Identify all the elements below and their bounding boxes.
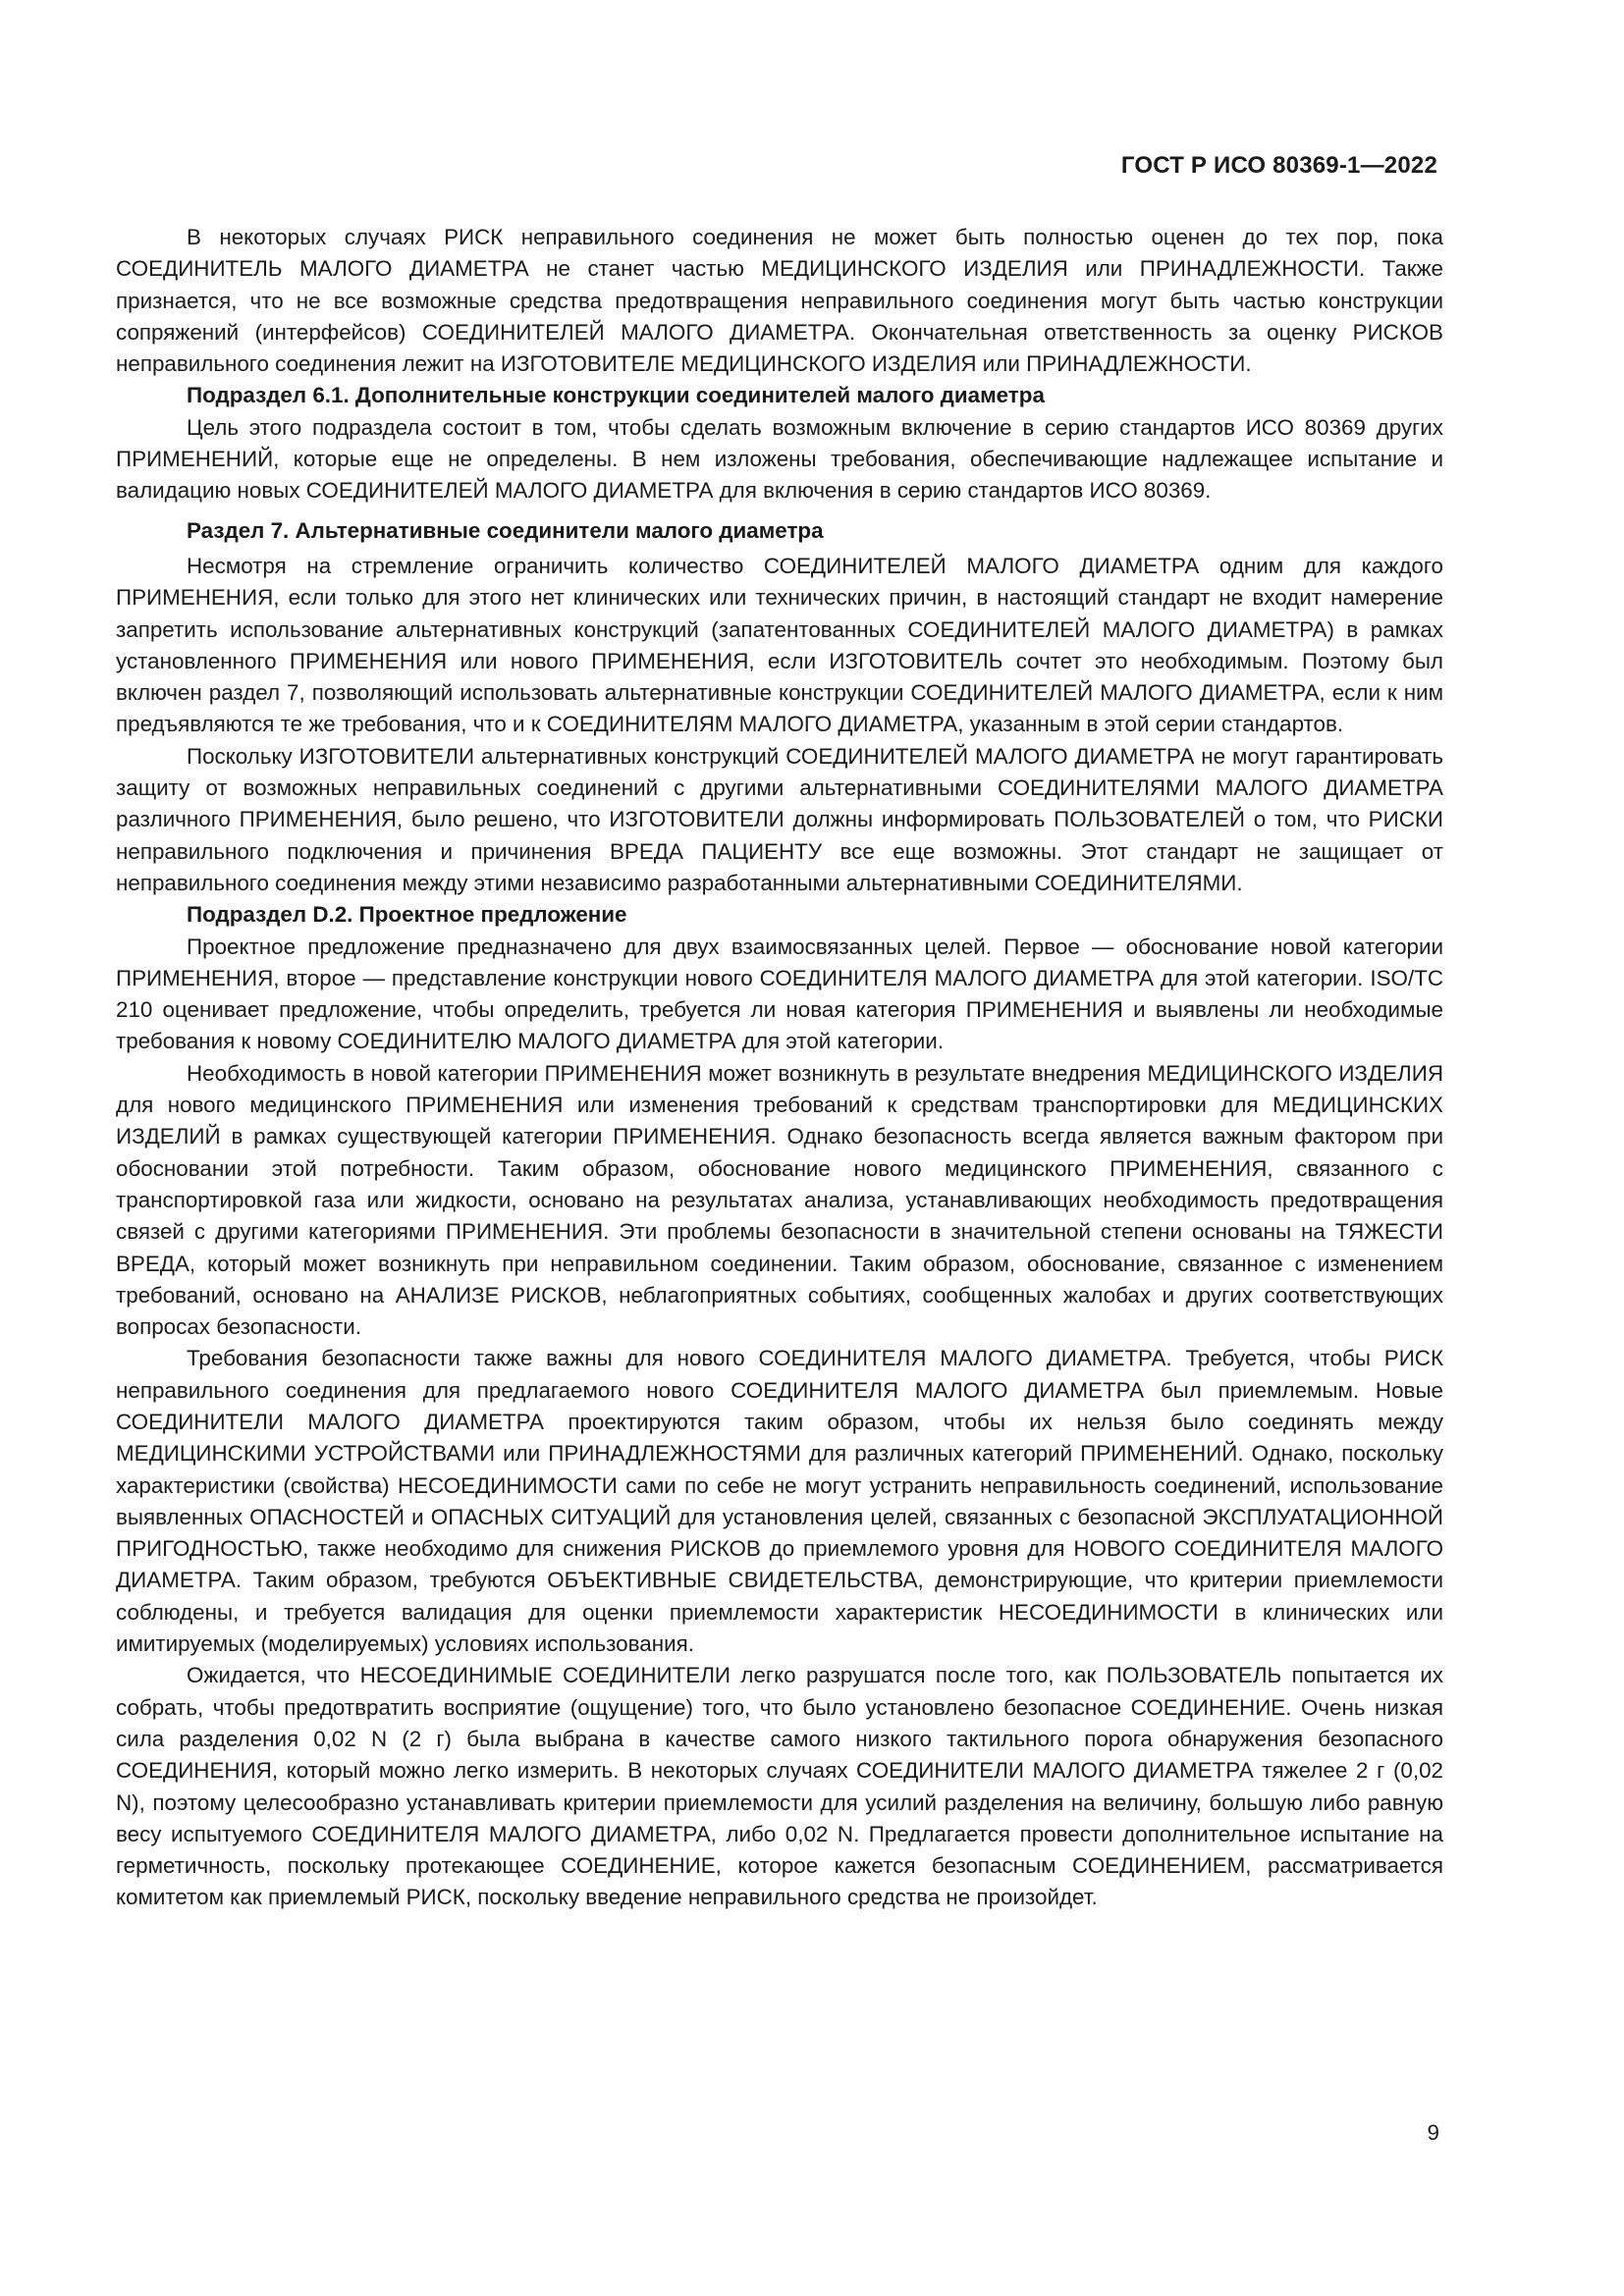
section-heading: Подраздел 6.1. Дополнительные конструкции соединителей малого диаметра	[187, 383, 1045, 408]
body-paragraph: В некоторых случаях РИСК неправильного соединения не может быть полностью оценен до тех пор, пока СОЕДИНИТЕЛЬ МАЛОГО ДИАМЕТРА не станет частью МЕДИЦИНСКОГО ИЗДЕЛИЯ или ПРИНАДЛЕЖНОСТИ. Также признается, что не все возможные средства предотвращения неправильного соединения могут быть частью конструкции сопряжений (интерфейсов) СОЕДИНИТЕЛЕЙ МАЛОГО ДИАМЕТРА. Окончательная ответственность за оценку РИСКОВ неправильного соединения лежит на ИЗГОТОВИТЕЛЕ МЕДИЦИНСКОГО ИЗДЕЛИЯ или ПРИНАДЛЕЖНОСТИ.	[116, 225, 1443, 377]
body-paragraph: Необходимость в новой категории ПРИМЕНЕНИЯ может возникнуть в результате внедрения МЕДИЦИНСКОГО ИЗДЕЛИЯ для нового медицинского ПРИМЕНЕНИЯ или изменения требований к средствам транспортировки для МЕДИЦИНСКИХ ИЗДЕЛИЙ в рамках существующей категории ПРИМЕНЕНИЯ. Однако безопасность всегда является важным фактором при обосновании этой потребности. Таким образом, обоснование нового медицинского ПРИМЕНЕНИЯ, связанного с транспортировкой газа или жидкости, основано на результатах анализа, устанавливающих необходимость предотвращения связей с другими категориями ПРИМЕНЕНИЯ. Эти проблемы безопасности в значительной степени основаны на ТЯЖЕСТИ ВРЕДА, который может возникнуть при неправильном соединении. Таким образом, обоснование, связанное с изменением требований, основано на АНАЛИЗЕ РИСКОВ, неблагоприятных событиях, сообщенных жалобах и других соответствующих вопросах безопасности.	[116, 1060, 1443, 1340]
body-paragraph: Цель этого подраздела состоит в том, чтобы сделать возможным включение в серию стандартов ИСО 80369 других ПРИМЕНЕНИЙ, которые еще не определены. В нем изложены требования, обеспечивающие надлежащее испытание и валидацию новых СОЕДИНИТЕЛЕЙ МАЛОГО ДИАМЕТРА для включения в серию стандартов ИСО 80369.	[116, 414, 1443, 504]
document-standard-code: ГОСТ Р ИСО 80369-1—2022	[1120, 152, 1437, 179]
document-body	[116, 222, 1443, 1914]
body-paragraph: Требования безопасности также важны для нового СОЕДИНИТЕЛЯ МАЛОГО ДИАМЕТРА. Требуется, чтобы РИСК неправильного соединения для предлагаемого нового СОЕДИНИТЕЛЯ МАЛОГО ДИАМЕТРА был приемлемым. Новые СОЕДИНИТЕЛИ МАЛОГО ДИАМЕТРА проектируются таким образом, чтобы их нельзя было соединять между МЕДИЦИНСКИМИ УСТРОЙСТВАМИ или ПРИНАДЛЕЖНОСТЯМИ для различных категорий ПРИМЕНЕНИЙ. Однако, поскольку характеристики (свойства) НЕСОЕДИНИМОСТИ сами по себе не могут устранить неправильность соединений, использование выявленных ОПАСНОСТЕЙ и ОПАСНЫХ СИТУАЦИЙ для установления целей, связанных с безопасной ЭКСПЛУАТАЦИОННОЙ ПРИГОДНОСТЬЮ, также необходимо для снижения РИСКОВ до приемлемого уровня для НОВОГО СОЕДИНИТЕЛЯ МАЛОГО ДИАМЕТРА. Таким образом, требуются ОБЪЕКТИВНЫЕ СВИДЕТЕЛЬСТВА, демонстрирующие, что критерии приемлемости соблюдены, и требуется валидация для оценки приемлемости характеристик НЕСОЕДИНИМОСТИ в клинических или имитируемых (моделируемых) условиях использования.	[116, 1346, 1443, 1657]
section-heading: Раздел 7. Альтернативные соединители малого диаметра	[187, 517, 824, 543]
body-paragraph: Проектное предложение предназначено для двух взаимосвязанных целей. Первое — обоснование новой категории ПРИМЕНЕНИЯ, второе — представление конструкции нового СОЕДИНИТЕЛЯ МАЛОГО ДИАМЕТРА для этой категории. ISO/TC 210 оценивает предложение, чтобы определить, требуется ли новая категория ПРИМЕНЕНИЯ и выявлены ли необходимые требования к новому СОЕДИНИТЕЛЮ МАЛОГО ДИАМЕТРА для этой категории.	[116, 934, 1443, 1054]
body-paragraph: Поскольку ИЗГОТОВИТЕЛИ альтернативных конструкций СОЕДИНИТЕЛЕЙ МАЛОГО ДИАМЕТРА не могут гарантировать защиту от возможных неправильных соединений с другими альтернативными СОЕДИНИТЕЛЯМИ МАЛОГО ДИАМЕТРА различного ПРИМЕНЕНИЯ, было решено, что ИЗГОТОВИТЕЛИ должны информировать ПОЛЬЗОВАТЕЛЕЙ о том, что РИСКИ неправильного подключения и причинения ВРЕДА ПАЦИЕНТУ все еще возможны. Этот стандарт не защищает от неправильного соединения между этими независимо разработанными альтернативными СОЕДИНИТЕЛЯМИ.	[116, 743, 1443, 895]
body-paragraph: Ожидается, что НЕСОЕДИНИМЫЕ СОЕДИНИТЕЛИ легко разрушатся после того, как ПОЛЬЗОВАТЕЛЬ попытается их собрать, чтобы предотвратить восприятие (ощущение) того, что было установлено безопасное СОЕДИНЕНИЕ. Очень низкая сила разделения 0,02 N (2 г) была выбрана в качестве самого низкого тактильного порога обнаружения безопасного СОЕДИНЕНИЯ, который можно легко измерить. В некоторых случаях СОЕДИНИТЕЛИ МАЛОГО ДИАМЕТРА тяжелее 2 г (0,02 N), поэтому целесообразно устанавливать критерии приемлемости для усилий разделения на величину, большую либо равную весу испытуемого СОЕДИНИТЕЛЯ МАЛОГО ДИАМЕТРА, либо 0,02 N. Предлагается провести дополнительное испытание на герметичность, поскольку протекающее СОЕДИНЕНИЕ, которое кажется безопасным СОЕДИНЕНИЕМ, рассматривается комитетом как приемлемый РИСК, поскольку введение неправильного средства не произойдет.	[116, 1663, 1443, 1910]
section-heading: Подраздел D.2. Проектное предложение	[187, 902, 627, 928]
body-paragraph: Несмотря на стремление ограничить количество СОЕДИНИТЕЛЕЙ МАЛОГО ДИАМЕТРА одним для каждого ПРИМЕНЕНИЯ, если только для этого нет клинических или технических причин, в настоящий стандарт не входит намерение запретить использование альтернативных конструкций (запатентованных СОЕДИНИТЕЛЕЙ МАЛОГО ДИАМЕТРА) в рамках установленного ПРИМЕНЕНИЯ или нового ПРИМЕНЕНИЯ, если ИЗГОТОВИТЕЛЬ сочтет это необходимым. Поэтому был включен раздел 7, позволяющий использовать альтернативные конструкции СОЕДИНИТЕЛЕЙ МАЛОГО ДИАМЕТРА, если к ним предъявляются те же требования, что и к СОЕДИНИТЕЛЯМ МАЛОГО ДИАМЕТРА, указанным в этой серии стандартов.	[116, 553, 1443, 737]
page-number: 9	[1427, 2120, 1439, 2145]
